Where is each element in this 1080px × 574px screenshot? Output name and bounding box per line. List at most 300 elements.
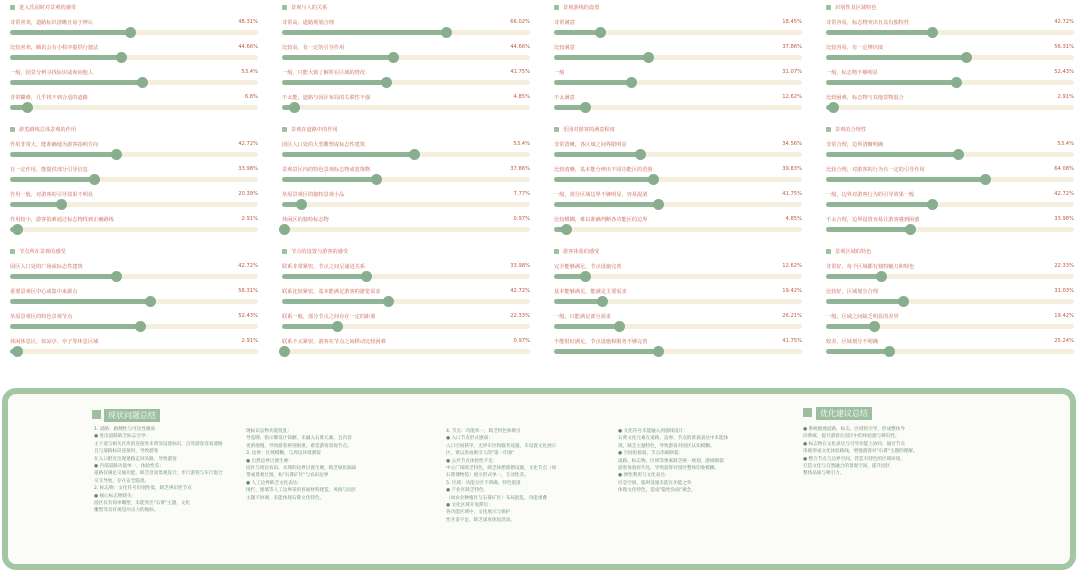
summary-line: ● 核心标志物缺失： bbox=[94, 493, 137, 499]
survey-option bbox=[826, 335, 1074, 360]
slider-track[interactable] bbox=[282, 80, 530, 85]
slider-handle[interactable] bbox=[648, 174, 659, 185]
survey-option bbox=[10, 335, 258, 360]
summary-panel bbox=[2, 388, 1076, 570]
survey-option bbox=[826, 260, 1074, 285]
survey-option bbox=[826, 91, 1074, 116]
slider-handle[interactable] bbox=[12, 346, 23, 357]
survey-option bbox=[282, 310, 530, 335]
slider-fill bbox=[554, 177, 653, 182]
slider-track[interactable] bbox=[10, 177, 258, 182]
slider-handle[interactable] bbox=[409, 149, 420, 160]
slider-track[interactable] bbox=[10, 227, 258, 232]
slider-fill bbox=[554, 80, 631, 85]
slider-handle[interactable] bbox=[332, 321, 343, 332]
option-label: 非常满意 bbox=[554, 20, 575, 26]
slider-track[interactable] bbox=[10, 202, 258, 207]
slider-handle[interactable] bbox=[56, 199, 67, 210]
slider-fill bbox=[826, 177, 985, 182]
slider-fill bbox=[554, 30, 600, 35]
option-label: 草原景观区的独特景观小品 bbox=[282, 192, 345, 198]
option-percentage: 41.75% bbox=[782, 191, 802, 197]
slider-handle[interactable] bbox=[980, 174, 991, 185]
summary-line: ● 人工边界缺乏文化表达： bbox=[246, 480, 303, 486]
slider-track[interactable] bbox=[282, 30, 530, 35]
option-percentage: 56.31% bbox=[1054, 44, 1074, 50]
slider-fill bbox=[282, 30, 446, 35]
option-label: 比较合理，对游客的行为有一定的引导作用 bbox=[826, 167, 925, 173]
option-percentage: 42.72% bbox=[1054, 191, 1074, 197]
slider-track[interactable] bbox=[282, 177, 530, 182]
survey-option bbox=[282, 163, 530, 188]
option-percentage: 53.4% bbox=[513, 141, 530, 147]
option-percentage: 0.97% bbox=[513, 338, 530, 344]
slider-fill bbox=[10, 274, 116, 279]
section-title-text: 节点的设置与游客的感受 bbox=[291, 249, 349, 255]
survey-option bbox=[826, 66, 1074, 91]
section-title bbox=[826, 122, 1074, 138]
section-bullet-icon bbox=[10, 127, 15, 132]
summary-line: ● 公共节点体验性不足： bbox=[446, 458, 498, 464]
slider-track[interactable] bbox=[554, 349, 802, 354]
summary-problems-culture bbox=[618, 428, 788, 495]
slider-handle[interactable] bbox=[135, 321, 146, 332]
survey-option bbox=[826, 41, 1074, 66]
slider-handle[interactable] bbox=[927, 27, 938, 38]
slider-track[interactable] bbox=[282, 274, 530, 279]
slider-handle[interactable] bbox=[905, 224, 916, 235]
slider-handle[interactable] bbox=[961, 52, 972, 63]
slider-handle[interactable] bbox=[561, 224, 572, 235]
option-percentage: 42.72% bbox=[238, 141, 258, 147]
summary-line: 导览牌、指示牌设计简陋，未融入石膏元素，且内容 bbox=[246, 436, 352, 442]
slider-handle[interactable] bbox=[869, 321, 880, 332]
slider-track[interactable] bbox=[554, 55, 802, 60]
option-percentage: 19.42% bbox=[782, 288, 802, 294]
slider-handle[interactable] bbox=[388, 52, 399, 63]
summary-line: ● 内部道路功能单一，体验性差： bbox=[94, 464, 164, 470]
slider-track[interactable] bbox=[554, 274, 802, 279]
option-percentage: 12.62% bbox=[782, 94, 802, 100]
survey-option bbox=[826, 285, 1074, 310]
slider-track[interactable] bbox=[282, 324, 530, 329]
option-percentage: 31.07% bbox=[782, 69, 802, 75]
summary-line: ● 空间衔接弱，节点串联断裂： bbox=[618, 451, 684, 457]
survey-option bbox=[10, 41, 258, 66]
option-percentage: 48.31% bbox=[238, 19, 258, 25]
slider-fill bbox=[826, 299, 903, 304]
slider-fill bbox=[282, 177, 376, 182]
summary-line: 4. 节点：功能单一，缺乏特色和吸引 bbox=[446, 429, 521, 434]
option-percentage: 2.91% bbox=[241, 338, 258, 344]
section-title-text: 景观区域的特色 bbox=[835, 249, 872, 255]
option-label: 重要景观区中心或集中来源点 bbox=[10, 289, 78, 295]
slider-handle[interactable] bbox=[116, 52, 127, 63]
option-percentage: 42.72% bbox=[1054, 19, 1074, 25]
option-label: 一般 bbox=[554, 70, 565, 76]
slider-handle[interactable] bbox=[597, 296, 608, 307]
slider-track[interactable] bbox=[826, 55, 1074, 60]
option-percentage: 41.75% bbox=[510, 69, 530, 75]
option-label: 一般，园景分辨寻找标识或询问他人 bbox=[10, 70, 94, 76]
section-bullet-icon bbox=[826, 127, 831, 132]
survey-option bbox=[10, 188, 258, 213]
summary-problems-signage-edges bbox=[246, 428, 416, 502]
summary-line: ● 进出道路缺乏标志引导： bbox=[94, 434, 151, 440]
option-percentage: 34.56% bbox=[782, 141, 802, 147]
slider-handle[interactable] bbox=[12, 224, 23, 235]
option-label: 作用非常大，能准确地为游客指明方向 bbox=[10, 142, 99, 148]
option-percentage: 42.72% bbox=[510, 288, 530, 294]
slider-track[interactable] bbox=[282, 349, 530, 354]
slider-handle[interactable] bbox=[296, 199, 307, 210]
slider-track[interactable] bbox=[10, 152, 258, 157]
slider-track[interactable] bbox=[10, 30, 258, 35]
slider-handle[interactable] bbox=[653, 346, 664, 357]
option-percentage: 33.98% bbox=[510, 263, 530, 269]
slider-fill bbox=[554, 202, 658, 207]
slider-handle[interactable] bbox=[371, 174, 382, 185]
slider-handle[interactable] bbox=[111, 271, 122, 282]
slider-fill bbox=[826, 152, 958, 157]
slider-fill bbox=[826, 227, 910, 232]
summary-problems-nodes-districts bbox=[446, 428, 606, 524]
slider-track[interactable] bbox=[554, 80, 802, 85]
slider-handle[interactable] bbox=[137, 77, 148, 88]
option-percentage: 39.83% bbox=[782, 166, 802, 172]
slider-track[interactable] bbox=[10, 105, 258, 110]
section-bullet-icon bbox=[554, 127, 559, 132]
summary-line: ● 系统梳理道路、标志、区域的引导，形成整体导 bbox=[803, 427, 905, 432]
summary-problems-roads-landmarks bbox=[94, 426, 244, 515]
option-label: 景观景区内的特色景观标志物或装饰物 bbox=[282, 167, 371, 173]
summary-line: ● 整合节点与边界空间，营造有特色的区域环境， bbox=[803, 456, 905, 462]
option-label: 基本能够满足，能满足主要需求 bbox=[554, 289, 627, 295]
slider-handle[interactable] bbox=[145, 296, 156, 307]
slider-track[interactable] bbox=[554, 30, 802, 35]
option-label: 非常糊难，几乎找不到合适的道路 bbox=[10, 95, 88, 101]
slider-track[interactable] bbox=[282, 202, 530, 207]
summary-line: 整体品质与吸引力。 bbox=[803, 471, 845, 477]
survey-option bbox=[554, 213, 802, 238]
survey-option bbox=[282, 66, 530, 91]
slider-track[interactable] bbox=[826, 202, 1074, 207]
summary-line: 更新缓慢，导致游客辨别困难，难觅游客景观节点。 bbox=[246, 443, 352, 449]
slider-handle[interactable] bbox=[876, 271, 887, 282]
slider-track[interactable] bbox=[10, 274, 258, 279]
section-title-text: 景观的合理性 bbox=[835, 127, 867, 133]
option-label: 一般，区域之间缺乏明显的差异 bbox=[826, 314, 899, 320]
option-label: 作用较小，游客很难通过标志物找到正确路线 bbox=[10, 217, 114, 223]
option-percentage: 12.62% bbox=[782, 263, 802, 269]
slider-handle[interactable] bbox=[89, 174, 100, 185]
section-bullet-icon bbox=[554, 249, 559, 254]
option-percentage: 25.24% bbox=[1054, 338, 1074, 344]
option-label: 完全能够满足，节点设施完善 bbox=[554, 264, 622, 270]
section-bullet-icon bbox=[282, 249, 287, 254]
slider-fill bbox=[282, 299, 388, 304]
slider-handle[interactable] bbox=[279, 346, 290, 357]
option-percentage: 4.85% bbox=[513, 94, 530, 100]
summary-line: 且与道路标识连接时，导致游客 bbox=[94, 449, 159, 455]
summary-line: ● 产业区缺乏特色： bbox=[446, 488, 489, 494]
option-label: 不能很好满足，节点设施和服务不够完善 bbox=[554, 339, 648, 345]
option-label: 一般，只能满足部分需求 bbox=[554, 314, 612, 320]
slider-fill bbox=[10, 202, 61, 207]
option-percentage: 0.97% bbox=[513, 216, 530, 222]
section-bullet-icon bbox=[10, 5, 15, 10]
survey-column-4 bbox=[826, 0, 1074, 382]
survey-option bbox=[554, 188, 802, 213]
summary-suggestions bbox=[803, 426, 983, 478]
survey-option bbox=[282, 285, 530, 310]
summary-line: 中心广场缺乏特色，缺乏休憩游憩设施，文化节点（如 bbox=[446, 466, 557, 472]
option-percentage: 19.42% bbox=[1054, 313, 1074, 319]
slider-handle[interactable] bbox=[951, 77, 962, 88]
option-label: 不太合理，边界设置容易让游客感到困惑 bbox=[826, 217, 920, 223]
slider-track[interactable] bbox=[826, 177, 1074, 182]
slider-handle[interactable] bbox=[441, 27, 452, 38]
slider-fill bbox=[826, 349, 889, 354]
summary-line: （如农业种植区与石膏矿区）布局混乱，功能重叠 bbox=[446, 495, 548, 501]
survey-column-3 bbox=[554, 0, 802, 382]
slider-track[interactable] bbox=[10, 55, 258, 60]
survey-option bbox=[10, 16, 258, 41]
option-percentage: 33.98% bbox=[1054, 216, 1074, 222]
slider-track[interactable] bbox=[282, 227, 530, 232]
survey-option bbox=[554, 163, 802, 188]
option-percentage: 18.45% bbox=[782, 19, 802, 25]
slider-handle[interactable] bbox=[828, 102, 839, 113]
section-bullet-icon bbox=[10, 249, 15, 254]
option-percentage: 44.66% bbox=[238, 44, 258, 50]
option-percentage: 7.77% bbox=[513, 191, 530, 197]
slider-track[interactable] bbox=[826, 227, 1074, 232]
survey-option bbox=[554, 285, 802, 310]
slider-handle[interactable] bbox=[580, 271, 591, 282]
section-title-text: 景观与人的关系 bbox=[291, 5, 328, 11]
slider-handle[interactable] bbox=[898, 296, 909, 307]
slider-handle[interactable] bbox=[884, 346, 895, 357]
slider-handle[interactable] bbox=[626, 77, 637, 88]
option-percentage: 31.03% bbox=[1054, 288, 1074, 294]
summary-line: ● 标志物在文化表达与引导功能上协同，通过节点 bbox=[803, 441, 905, 447]
summary-line: ● 文化区域开发滞后： bbox=[446, 503, 493, 509]
slider-track[interactable] bbox=[554, 152, 802, 157]
section-title bbox=[282, 244, 530, 260]
summary-line: ● 入口节点形式感弱： bbox=[446, 436, 493, 442]
slider-track[interactable] bbox=[554, 324, 802, 329]
option-percentage: 37.86% bbox=[782, 44, 802, 50]
slider-handle[interactable] bbox=[595, 27, 606, 38]
summary-right-title: 优化建议总结 bbox=[816, 407, 872, 420]
slider-track[interactable] bbox=[826, 80, 1074, 85]
section-title bbox=[282, 0, 530, 16]
summary-line: 各功能区域中，文化展示与保护 bbox=[446, 510, 511, 516]
summary-line: 体现文化特色，造成"隐性负面"观念。 bbox=[618, 488, 696, 494]
slider-handle[interactable] bbox=[927, 199, 938, 210]
summary-line: 3. 边界：区域模糊，与周边环境割裂 bbox=[246, 451, 321, 457]
section-title bbox=[282, 122, 530, 138]
slider-fill bbox=[554, 349, 658, 354]
summary-line: ● 自然边界过渡生硬： bbox=[246, 458, 293, 464]
slider-handle[interactable] bbox=[953, 149, 964, 160]
option-label: 非常容易，标志物突出且具有独特性 bbox=[826, 20, 910, 26]
summary-line: 应急空间、临时设施未能在功能之外 bbox=[618, 480, 692, 486]
section-title bbox=[10, 122, 258, 138]
section-title-text: 游览路线总体景观的作用 bbox=[19, 127, 77, 133]
slider-track[interactable] bbox=[554, 299, 802, 304]
slider-fill bbox=[826, 55, 966, 60]
slider-handle[interactable] bbox=[643, 52, 654, 63]
slider-handle[interactable] bbox=[383, 296, 394, 307]
summary-line: 5. 区域：功能分区不明确，特色混淆 bbox=[446, 480, 521, 486]
option-percentage: 2.91% bbox=[1057, 94, 1074, 100]
survey-option bbox=[826, 310, 1074, 335]
slider-track[interactable] bbox=[554, 227, 802, 232]
option-label: 休闲区的独特标志物 bbox=[282, 217, 329, 223]
summary-line: 主题不协调，未能体现石膏文化特色。 bbox=[246, 495, 325, 501]
summary-left-title-icon bbox=[92, 410, 101, 419]
option-label: 有一定作用，能提供部分引导信息 bbox=[10, 167, 88, 173]
slider-handle[interactable] bbox=[580, 102, 591, 113]
option-label: 休闲休息区，如凉亭、亭子等休息区域 bbox=[10, 339, 99, 345]
summary-line: 打造文化与自然融合的景观空间，提升园区 bbox=[803, 464, 891, 470]
survey-option bbox=[826, 16, 1074, 41]
survey-option bbox=[554, 310, 802, 335]
section-title bbox=[10, 0, 258, 16]
summary-line: 串联形成文化体验路线，增强游客对"石膏"主题的理解。 bbox=[803, 449, 918, 455]
option-percentage: 41.75% bbox=[782, 338, 802, 344]
section-title-text: 景观游线的设置 bbox=[563, 5, 600, 11]
survey-option bbox=[554, 16, 802, 41]
section-bullet-icon bbox=[282, 127, 287, 132]
slider-handle[interactable] bbox=[614, 321, 625, 332]
survey-option bbox=[554, 41, 802, 66]
section-title bbox=[554, 122, 802, 138]
slider-handle[interactable] bbox=[289, 102, 300, 113]
option-percentage: 66.02% bbox=[510, 19, 530, 25]
section-title-text: 识别性及区域特色 bbox=[835, 5, 877, 11]
slider-handle[interactable] bbox=[653, 199, 664, 210]
slider-track[interactable] bbox=[826, 349, 1074, 354]
survey-option bbox=[10, 163, 258, 188]
survey-column-2 bbox=[282, 0, 530, 382]
slider-track[interactable] bbox=[282, 55, 530, 60]
slider-fill bbox=[554, 299, 602, 304]
slider-handle[interactable] bbox=[125, 27, 136, 38]
option-label: 非常喜欢，道路标识清晰且易于辨认 bbox=[10, 20, 94, 26]
slider-handle[interactable] bbox=[279, 224, 290, 235]
slider-handle[interactable] bbox=[111, 149, 122, 160]
survey-option bbox=[282, 260, 530, 285]
option-percentage: 53.4% bbox=[241, 69, 258, 75]
slider-track[interactable] bbox=[554, 177, 802, 182]
option-label: 比较好，区域划分合理 bbox=[826, 289, 878, 295]
survey-option bbox=[282, 41, 530, 66]
option-percentage: 52.43% bbox=[1054, 69, 1074, 75]
summary-line: 2. 标志物：文化符号识别性低，缺乏辨识性节点 bbox=[94, 486, 192, 492]
summary-line: 现，缺乏主题特色，导致游客对园区认知模糊。 bbox=[618, 443, 715, 449]
slider-track[interactable] bbox=[554, 202, 802, 207]
slider-track[interactable] bbox=[282, 105, 530, 110]
survey-option bbox=[826, 213, 1074, 238]
section-title bbox=[826, 244, 1074, 260]
slider-handle[interactable] bbox=[635, 149, 646, 160]
option-label: 非常高，道路规划合理 bbox=[282, 20, 334, 26]
survey-option bbox=[826, 138, 1074, 163]
section-title-text: 游客体验的感受 bbox=[563, 249, 600, 255]
option-label: 一般，标志物不够明显 bbox=[826, 70, 878, 76]
slider-track[interactable] bbox=[10, 349, 258, 354]
slider-track[interactable] bbox=[826, 299, 1074, 304]
slider-track[interactable] bbox=[10, 80, 258, 85]
section-title-text: 乐园对游客的满意程度 bbox=[563, 127, 615, 133]
slider-handle[interactable] bbox=[361, 271, 372, 282]
slider-track[interactable] bbox=[10, 299, 258, 304]
section-title-text: 景观在道路中的作用 bbox=[291, 127, 338, 133]
option-percentage: 33.98% bbox=[238, 166, 258, 172]
option-percentage: 20.39% bbox=[238, 191, 258, 197]
option-label: 非常合理，边界清晰明确 bbox=[826, 142, 884, 148]
slider-fill bbox=[282, 55, 393, 60]
section-title bbox=[554, 0, 802, 16]
summary-line: ● 文化符号未能融入到游线设计： bbox=[618, 429, 688, 434]
option-label: 比较清晰，基本能分辨出不同功能区的范围 bbox=[554, 167, 653, 173]
slider-track[interactable] bbox=[826, 152, 1074, 157]
slider-track[interactable] bbox=[826, 324, 1074, 329]
section-bullet-icon bbox=[826, 5, 831, 10]
slider-track[interactable] bbox=[10, 324, 258, 329]
section-title-text: 进入乐园时对景观的感受 bbox=[19, 5, 77, 11]
slider-track[interactable] bbox=[554, 105, 802, 110]
slider-track[interactable] bbox=[826, 274, 1074, 279]
slider-handle[interactable] bbox=[381, 77, 392, 88]
survey-option bbox=[554, 66, 802, 91]
slider-track[interactable] bbox=[282, 152, 530, 157]
summary-line: 1. 道路：路侧性与可达性薄弱 bbox=[94, 427, 155, 432]
slider-track[interactable] bbox=[282, 299, 530, 304]
slider-fill bbox=[554, 55, 648, 60]
slider-track[interactable] bbox=[826, 30, 1074, 35]
survey-option bbox=[10, 138, 258, 163]
survey-option bbox=[10, 91, 258, 116]
slider-fill bbox=[282, 152, 414, 157]
summary-line: 交叉导致，存在安全隐患。 bbox=[94, 478, 150, 484]
slider-fill bbox=[826, 202, 932, 207]
survey-option bbox=[282, 91, 530, 116]
option-label: 一般，边界对游客行为的引导效果一般 bbox=[826, 192, 915, 198]
slider-fill bbox=[10, 80, 142, 85]
slider-fill bbox=[826, 274, 881, 279]
summary-line: 带或景观过渡，如"石膏矿区"与农田边界 bbox=[246, 473, 329, 479]
slider-fill bbox=[10, 177, 94, 182]
section-bullet-icon bbox=[554, 5, 559, 10]
option-percentage: 22.33% bbox=[1054, 263, 1074, 269]
option-label: 联系比较紧密，基本能满足游客的游览需求 bbox=[282, 289, 381, 295]
slider-fill bbox=[10, 152, 116, 157]
summary-line: 园区仅有简单雕塑，未能突出"石膏"主题，文化 bbox=[94, 501, 191, 507]
option-label: 比较高，有一定的引导作用 bbox=[282, 45, 345, 51]
slider-handle[interactable] bbox=[22, 102, 33, 113]
slider-track[interactable] bbox=[826, 105, 1074, 110]
option-percentage: 26.21% bbox=[782, 313, 802, 319]
option-percentage: 52.43% bbox=[238, 313, 258, 319]
summary-line: 园区与周边农田、水域的边界过渡生硬，缺乏绿化隔离 bbox=[246, 466, 357, 472]
option-label: 作用一般，对游客的引导效果不明显 bbox=[10, 192, 94, 198]
survey-option bbox=[282, 335, 530, 360]
option-label: 园区人口处的大型雕塑或标志性建筑 bbox=[282, 142, 366, 148]
